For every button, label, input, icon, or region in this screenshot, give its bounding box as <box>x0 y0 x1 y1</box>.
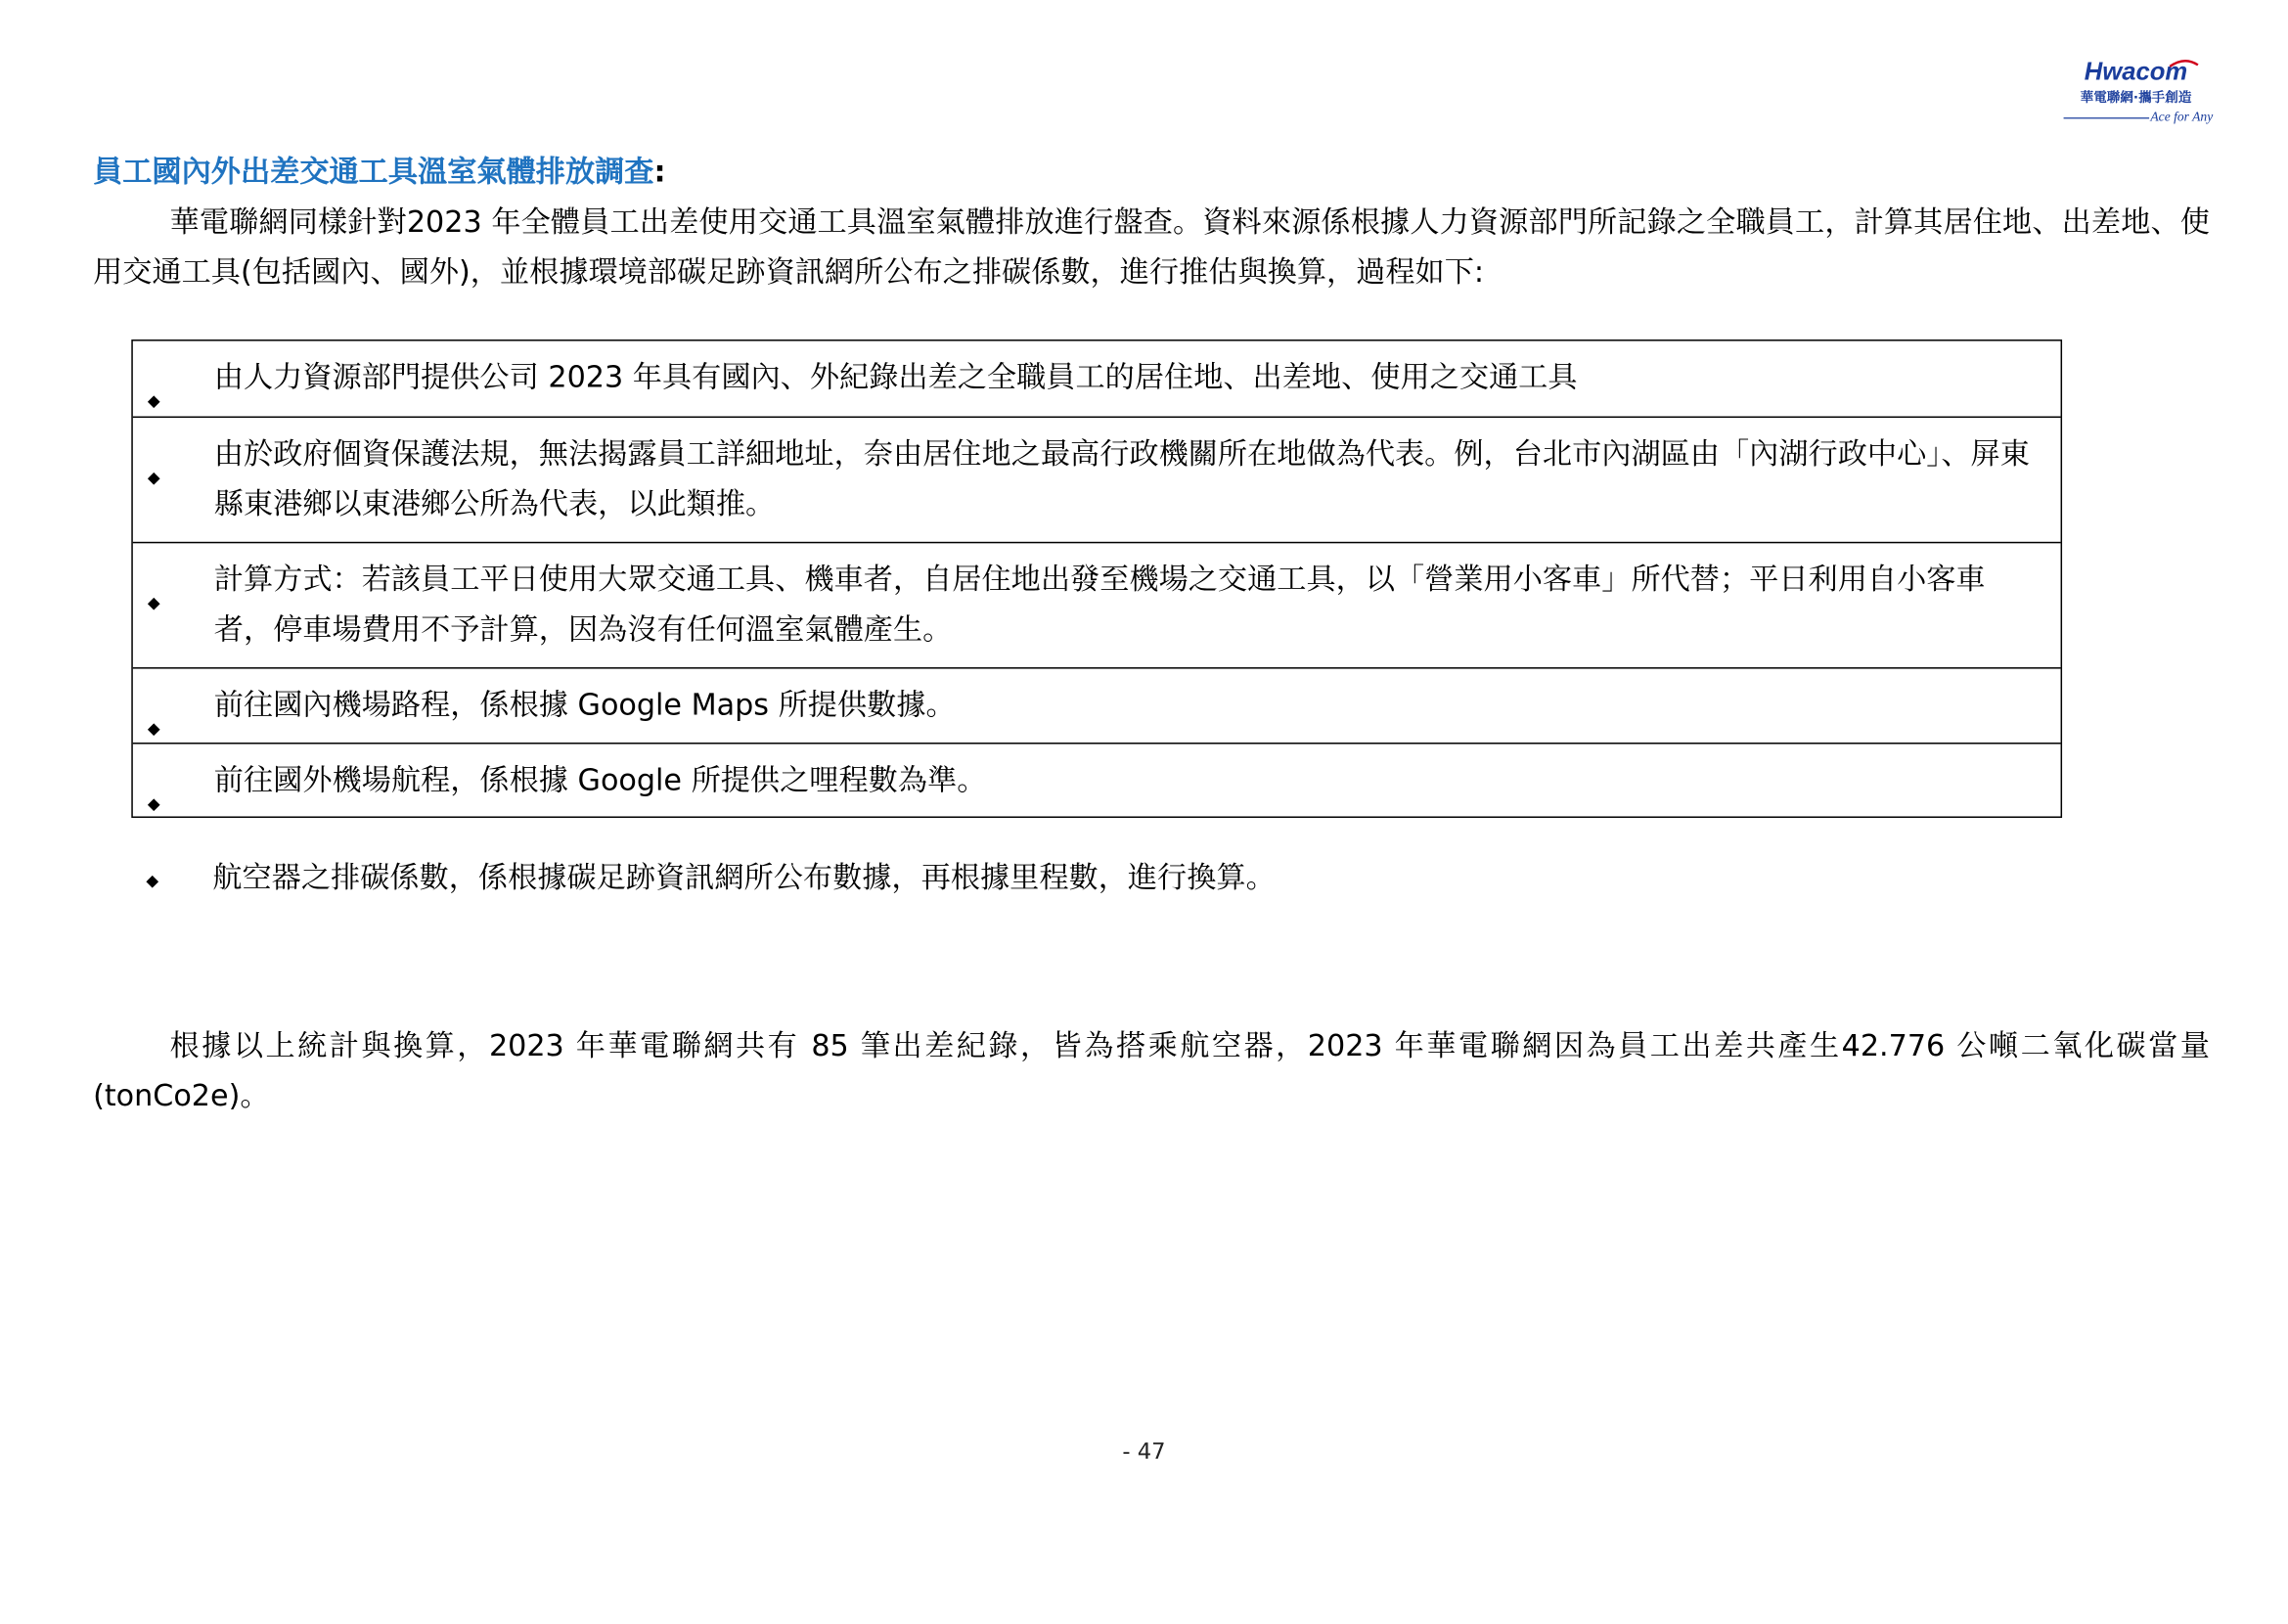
list-item-text: 由人力資源部門提供公司 2023 年具有國內、外紀錄出差之全職員工的居住地、出差地、使用之交通工具 <box>213 358 1578 394</box>
list-item <box>133 667 2061 743</box>
section-heading-title: 員工國內外出差交通工具溫室氣體排放調查 <box>93 153 654 190</box>
list-item-text: 由於政府個資保護法規，無法揭露員工詳細地址，奈由居住地之最高行政機關所在地做為代表。例，台北市內湖區由「內湖行政中心」、屏東縣東港鄉以東港鄉公所為代表，以此類推。 <box>213 435 2030 521</box>
list-item-text: 前往國內機場路程，係根據 Google Maps 所提供數據。 <box>213 686 956 722</box>
diamond-bullet-icon: ◆ <box>147 390 160 411</box>
section-heading-colon: : <box>653 153 666 190</box>
list-item <box>131 841 2062 902</box>
page-number: - 47 <box>1122 1437 1166 1465</box>
diamond-bullet-icon: ◆ <box>146 871 159 890</box>
list-item-text: 前往國外機場航程，係根據 Google 所提供之哩程數為準。 <box>213 761 987 797</box>
section-heading <box>93 151 665 192</box>
conclusion-paragraph: 根據以上統計與換算，2023 年華電聯網共有 85 筆出差紀錄，皆為搭乘航空器，2023 年華電聯網因為員工出差共產生42.776 公噸二氧化碳當量(tonCo2e)。 <box>93 1027 2210 1113</box>
list-item <box>133 417 2061 542</box>
diamond-bullet-icon: ◆ <box>147 718 160 739</box>
logo-tagline: Ace for Any <box>2150 109 2214 124</box>
diamond-bullet-icon: ◆ <box>147 793 160 814</box>
list-item <box>133 542 2061 667</box>
intro-paragraph: 華電聯網同樣針對2023 年全體員工出差使用交通工具溫室氣體排放進行盤查。資料來源係根據人力資源部門所記錄之全職員工，計算其居住地、出差地、使用交通工具(包括國內、國外)，並根據環境部碳足跡資訊網所公布之排碳係數，進行推估與換算，過程如下: <box>93 203 2210 290</box>
diamond-bullet-icon: ◆ <box>147 593 160 613</box>
logo-subtitle: 華電聯網·攜手創造 <box>2080 90 2192 107</box>
list-item <box>133 743 2061 816</box>
list-item-text: 計算方式：若該員工平日使用大眾交通工具、機車者，自居住地出發至機場之交通工具，以「營業用小客車」所代替；平日利用自小客車者，停車場費用不予計算，因為沒有任何溫室氣體產生。 <box>213 561 1986 647</box>
logo-brand-text: Hwacom <box>2084 58 2188 86</box>
list-item-text: 航空器之排碳係數，係根據碳足跡資訊網所公布數據，再根據里程數，進行換算。 <box>212 859 1276 895</box>
process-steps-table <box>131 339 2062 818</box>
company-logo <box>2055 53 2218 129</box>
diamond-bullet-icon: ◆ <box>147 468 160 487</box>
list-item <box>133 341 2061 417</box>
